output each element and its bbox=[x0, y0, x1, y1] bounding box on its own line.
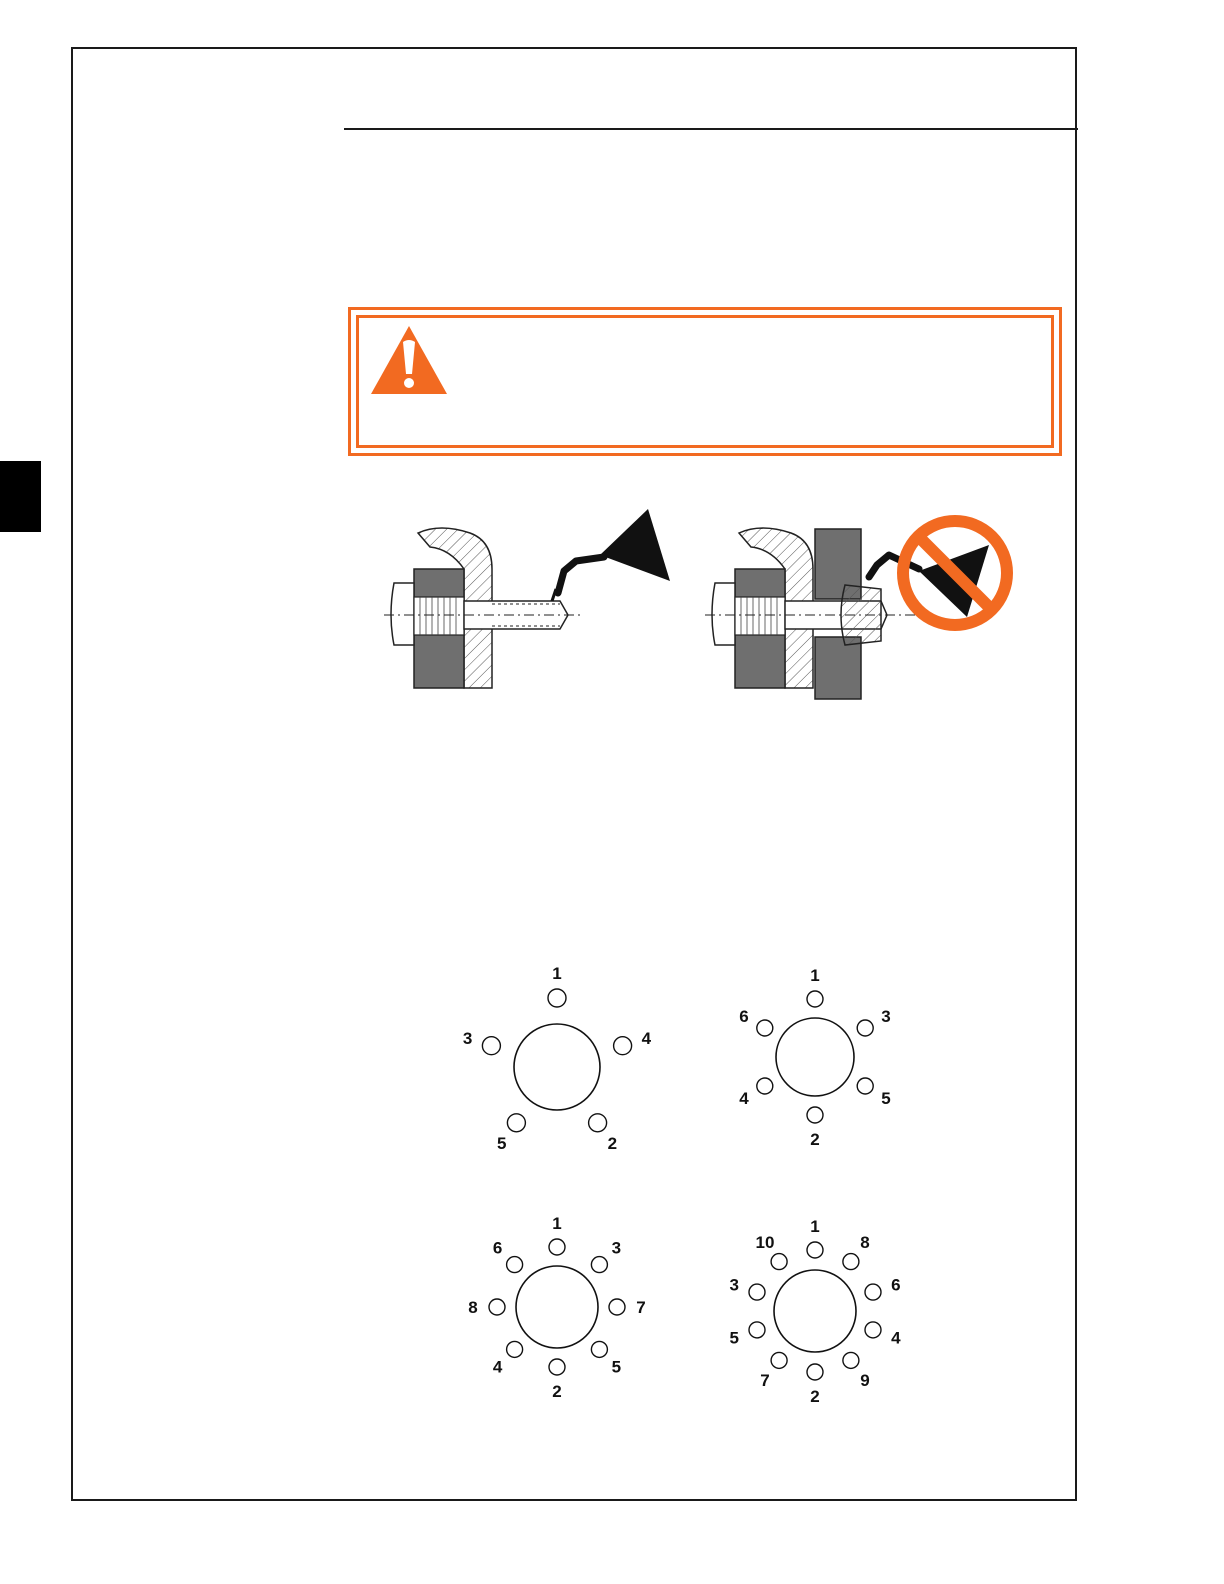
bolt-hole bbox=[843, 1254, 859, 1270]
bolt-sequence-label: 3 bbox=[611, 1238, 622, 1258]
bolt-sequence-label: 4 bbox=[891, 1328, 901, 1348]
bolt-hole bbox=[865, 1284, 881, 1300]
bolt-lubrication-correct-figure bbox=[380, 505, 680, 705]
bolt-hole bbox=[609, 1299, 625, 1315]
bolt-hole bbox=[857, 1020, 873, 1036]
bolt-sequence-label: 4 bbox=[739, 1089, 749, 1108]
bolt-sequence-label: 2 bbox=[810, 1130, 820, 1149]
warning-box bbox=[348, 307, 1062, 456]
prohibited-icon bbox=[869, 521, 1007, 625]
bolt-sequence-label: 3 bbox=[462, 1029, 473, 1048]
bolt-hole bbox=[749, 1284, 765, 1300]
bolt-sequence-label: 5 bbox=[496, 1134, 507, 1152]
bolt-sequence-label: 5 bbox=[881, 1089, 891, 1108]
torque-pattern-6-bolt bbox=[715, 962, 915, 1152]
bolt-lubrication-incorrect-figure bbox=[705, 505, 1025, 705]
bolt-hole bbox=[807, 1242, 823, 1258]
bolt-hole bbox=[489, 1299, 505, 1315]
hub-circle bbox=[776, 1018, 854, 1096]
hub-circle bbox=[516, 1266, 598, 1348]
bolt-sequence-label: 10 bbox=[755, 1233, 775, 1253]
bolt-sequence-label: 7 bbox=[636, 1298, 646, 1317]
bolt-hole bbox=[589, 1114, 607, 1132]
bolt-hole bbox=[548, 989, 566, 1007]
bolt-sequence-label: 8 bbox=[860, 1233, 870, 1253]
bolt-hole bbox=[757, 1078, 773, 1094]
bolt-sequence-label: 1 bbox=[810, 1217, 820, 1236]
bolt-hole bbox=[549, 1239, 565, 1255]
bolt-hole bbox=[482, 1037, 500, 1055]
bolt-sequence-label: 9 bbox=[860, 1370, 870, 1390]
warning-triangle-icon bbox=[369, 324, 449, 396]
bolt-hole bbox=[749, 1322, 765, 1338]
bolt-sequence-label: 1 bbox=[552, 964, 562, 983]
bolt-sequence-label: 6 bbox=[891, 1275, 901, 1295]
bolt-hole bbox=[757, 1020, 773, 1036]
bolt-hole bbox=[807, 991, 823, 1007]
bolt-sequence-label: 1 bbox=[810, 966, 820, 985]
header-rule bbox=[344, 128, 1078, 130]
bolt-hole bbox=[507, 1257, 523, 1273]
bolt-hole bbox=[807, 1364, 823, 1380]
bolt-hole bbox=[507, 1114, 525, 1132]
hub-circle bbox=[774, 1270, 856, 1352]
torque-pattern-10-bolt bbox=[715, 1205, 915, 1405]
torque-pattern-8-bolt bbox=[457, 1205, 657, 1405]
bolt-sequence-label: 6 bbox=[492, 1238, 503, 1258]
bolt-sequence-label: 5 bbox=[729, 1328, 739, 1348]
bolt-hole bbox=[591, 1257, 607, 1273]
bolt-sequence-label: 2 bbox=[810, 1387, 820, 1405]
bolt-sequence-label: 3 bbox=[729, 1275, 739, 1295]
bolt-hole bbox=[771, 1254, 787, 1270]
bolt-sequence-label: 1 bbox=[552, 1214, 562, 1233]
oil-can-icon bbox=[552, 509, 670, 601]
bolt-hole bbox=[865, 1322, 881, 1338]
bolt-hole bbox=[507, 1341, 523, 1357]
bolt-sequence-label: 2 bbox=[552, 1382, 562, 1401]
bolt-hole bbox=[614, 1037, 632, 1055]
bolt-hole bbox=[771, 1352, 787, 1368]
bolt-sequence-label: 8 bbox=[468, 1298, 478, 1317]
hub-circle bbox=[514, 1024, 600, 1110]
bolt-hole bbox=[843, 1352, 859, 1368]
bolt-sequence-label: 4 bbox=[492, 1357, 503, 1377]
bolt-sequence-label: 3 bbox=[881, 1007, 891, 1026]
bolt-hole bbox=[549, 1359, 565, 1375]
bolt-sequence-label: 6 bbox=[739, 1007, 749, 1026]
torque-pattern-5-bolt bbox=[457, 962, 657, 1152]
bolt-hole bbox=[857, 1078, 873, 1094]
bolt-hole bbox=[591, 1341, 607, 1357]
bolt-sequence-label: 4 bbox=[641, 1029, 652, 1048]
bolt-hole bbox=[807, 1107, 823, 1123]
bolt-sequence-label: 5 bbox=[611, 1357, 622, 1377]
bolt-sequence-label: 2 bbox=[607, 1134, 618, 1152]
bolt-sequence-label: 7 bbox=[760, 1370, 770, 1390]
section-tab bbox=[0, 461, 41, 532]
